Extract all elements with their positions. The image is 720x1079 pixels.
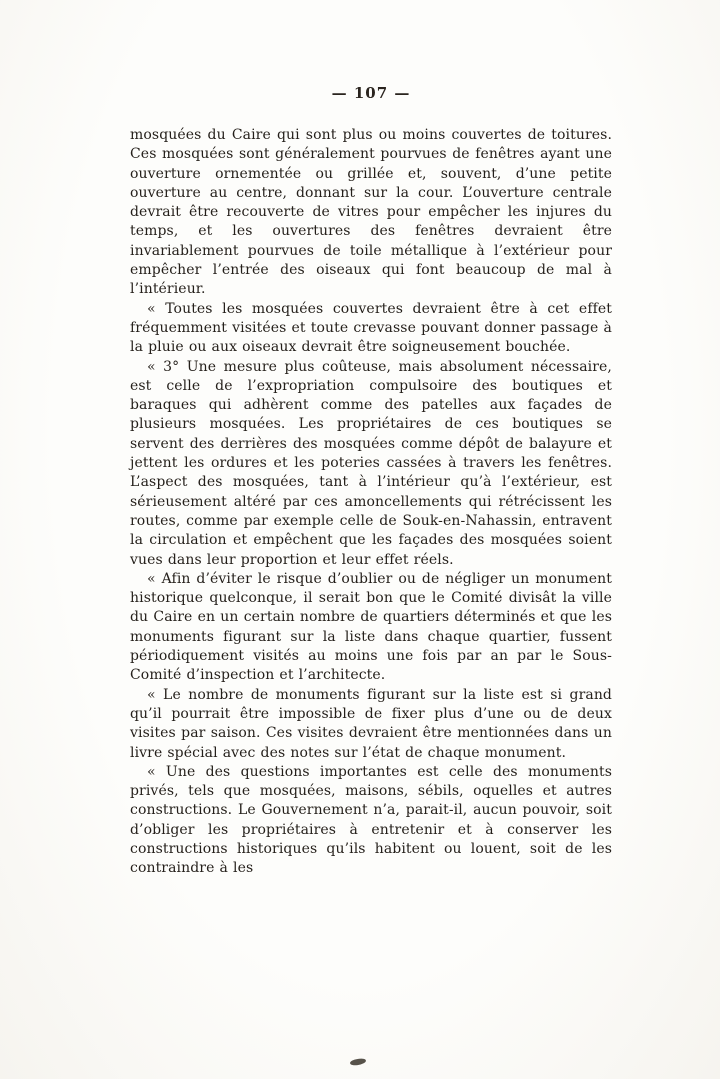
paragraph-continuation: mosquées du Caire qui sont plus ou moins couvertes de toitures. Ces mosquées sont généralement pourvues de fenêtres ayant une ouverture ornementée ou grillée et, souvent, d’une petite ouverture au centre, donnant sur la cour. L’ouverture centrale devrait être recouverte de vitres pour empêcher les injures du temps, et les ouvertures des fenêtres devraient être invariablement pourvues de toile métallique à l’extérieur pour empêcher l’entrée des oiseaux qui font beaucoup de mal à l’intérieur. bbox=[130, 127, 612, 298]
paragraph: « Toutes les mosquées couvertes devraient être à cet effet fréquemment visitées et toute crevasse pouvant donner passage à la pluie ou aux oiseaux devrait être soigneusement bouchée. bbox=[130, 300, 612, 356]
page-number: — 107 — bbox=[331, 84, 411, 102]
paragraph: « Une des questions importantes est celle des monuments privés, tels que mosquées, maisons, sébils, oquelles et autres constructions. Le Gouvernement n’a, parait-il, aucun pouvoir, soit d’obliger les propriétaires à entretenir et à conserver les constructions historiques qu’ils habitent ou louent, soit de les contraindre à les bbox=[130, 763, 612, 877]
paragraph: « Le nombre de monuments figurant sur la liste est si grand qu’il pourrait être impossible de fixer plus d’une ou de deux visites par saison. Ces visites devraient être mentionnées dans un livre spécial avec des notes sur l’état de chaque monument. bbox=[130, 686, 612, 761]
page-text-block bbox=[130, 84, 612, 879]
paragraph: « 3° Une mesure plus coûteuse, mais absolument nécessaire, est celle de l’expropriation compulsoire des boutiques et baraques qui adhèrent comme des patelles aux façades de plusieurs mosquées. Les propriétaires de ces boutiques se servent des derrières des mosquées comme dépôt de balayure et jettent les ordures et les poteries cassées à travers les fenêtres. L’aspect des mosquées, tant à l’intérieur qu’à l’extérieur, est sérieusement altéré par ces amoncellements qui rétrécissent les routes, comme par exemple celle de Souk-en-Nahassin, entravent la circulation et empêchent que les façades des mosquées soient vues dans leur proportion et leur effet réels. bbox=[130, 358, 612, 568]
paragraph: « Afin d’éviter le risque d’oublier ou de négliger un monument historique quelconque, il serait bon que le Comité divisât la ville du Caire en un certain nombre de quartiers déterminés et que les monuments figurant sur la liste dans chaque quartier, fussent périodiquement visités au moins une fois par an par le Sous-Comité d’inspection et l’architecte. bbox=[130, 570, 612, 684]
scan-artifact bbox=[350, 1058, 367, 1066]
